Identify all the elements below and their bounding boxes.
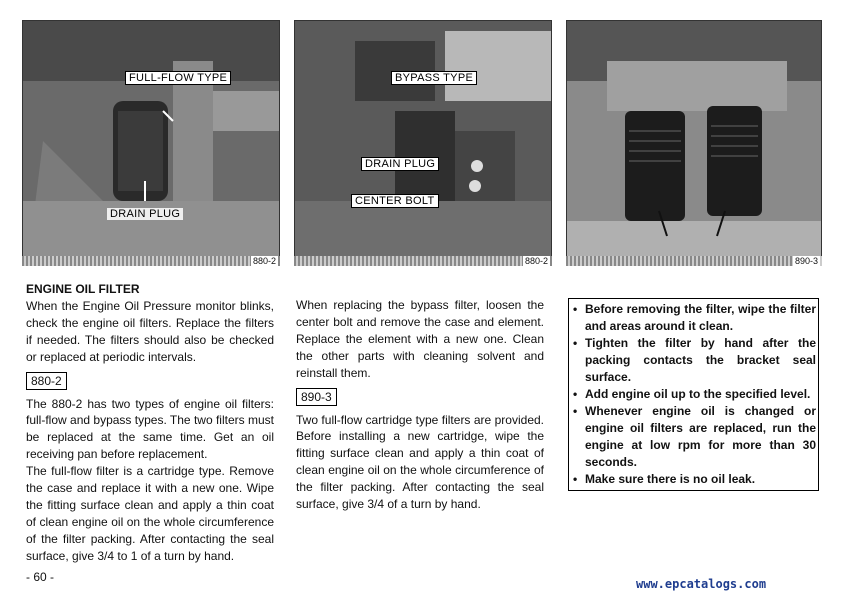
caution-notes-box: [568, 298, 819, 491]
photo-2-label-drain-plug: DRAIN PLUG: [361, 157, 439, 171]
photo-bypass-filter: [294, 20, 552, 258]
note-item: • Add engine oil up to the specified level.: [573, 386, 816, 403]
middle-paragraph-1: When replacing the bypass filter, loosen the center bolt and remove the case and element. Replace the element with a new one. Clean the other parts with cleaning solvent and reinstall them.: [296, 298, 544, 380]
fig-reference-880-2: 880-2: [26, 372, 67, 390]
note-item: • Whenever engine oil is changed or engine oil filters are replaced, run the engine at low rpm for more than 30 seconds.: [573, 403, 816, 471]
left-paragraph-1: The 880-2 has two types of engine oil filters: full-flow and bypass types. The two filters must be replaced at the same time. Get an oil receiving pan before replacement.: [26, 396, 274, 462]
note-item: • Before removing the filter, wipe the filter and areas around it clean.: [573, 301, 816, 335]
photo-1-caption-bar: [22, 256, 280, 266]
note-item: • Make sure there is no oil leak.: [573, 471, 816, 488]
photo-2-caption-bar: [294, 256, 552, 266]
photo-3-caption-bar: [566, 256, 822, 266]
note-item: • Tighten the filter by hand after the packing contacts the bracket seal surface.: [573, 335, 816, 386]
left-column: [26, 281, 274, 565]
intro-paragraph: When the Engine Oil Pressure monitor blinks, check the engine oil filters. Replace the filters if needed. The filters should also be checked or replaced at periodic intervals.: [26, 298, 274, 364]
photo-2-label-center-bolt: CENTER BOLT: [351, 194, 439, 208]
photo-cartridge-filters: [566, 20, 822, 258]
photo-1-fig-number: 880-2: [252, 256, 276, 266]
photo-3-illustration: [567, 21, 821, 257]
fig-reference-890-3: 890-3: [296, 388, 337, 406]
photo-1-illustration: [23, 21, 279, 257]
photo-full-flow-filter: [22, 20, 280, 258]
watermark-link[interactable]: www.epcatalogs.com: [636, 577, 767, 591]
photo-2-label-bypass: BYPASS TYPE: [391, 71, 477, 85]
photo-1-label-drain-plug: DRAIN PLUG: [107, 208, 183, 220]
section-heading: ENGINE OIL FILTER: [26, 282, 140, 296]
photo-3-fig-number: 890-3: [794, 256, 818, 266]
middle-paragraph-2: Two full-flow cartridge type filters are provided. Before installing a new cartridge, wipe the fitting surface clean and apply a thin coat of clean engine oil on the whole circumference of the filter packing. After contacting the seal surface, give 3/4 of a turn by hand.: [296, 412, 544, 512]
photo-2-fig-number: 880-2: [524, 256, 548, 266]
page-number: - 60 -: [26, 570, 55, 584]
photo-2-illustration: [295, 21, 551, 257]
middle-column: [296, 297, 544, 513]
photo-1-label-full-flow: FULL-FLOW TYPE: [125, 71, 231, 85]
left-paragraph-2: The full-flow filter is a cartridge type. Remove the case and replace it with a new one. Wipe the fitting surface clean and apply a thin coat of clean engine oil on the whole circumference of the filter packing. After contacting the seal surface, give 3/4 to 1 of a turn by hand.: [26, 464, 274, 563]
